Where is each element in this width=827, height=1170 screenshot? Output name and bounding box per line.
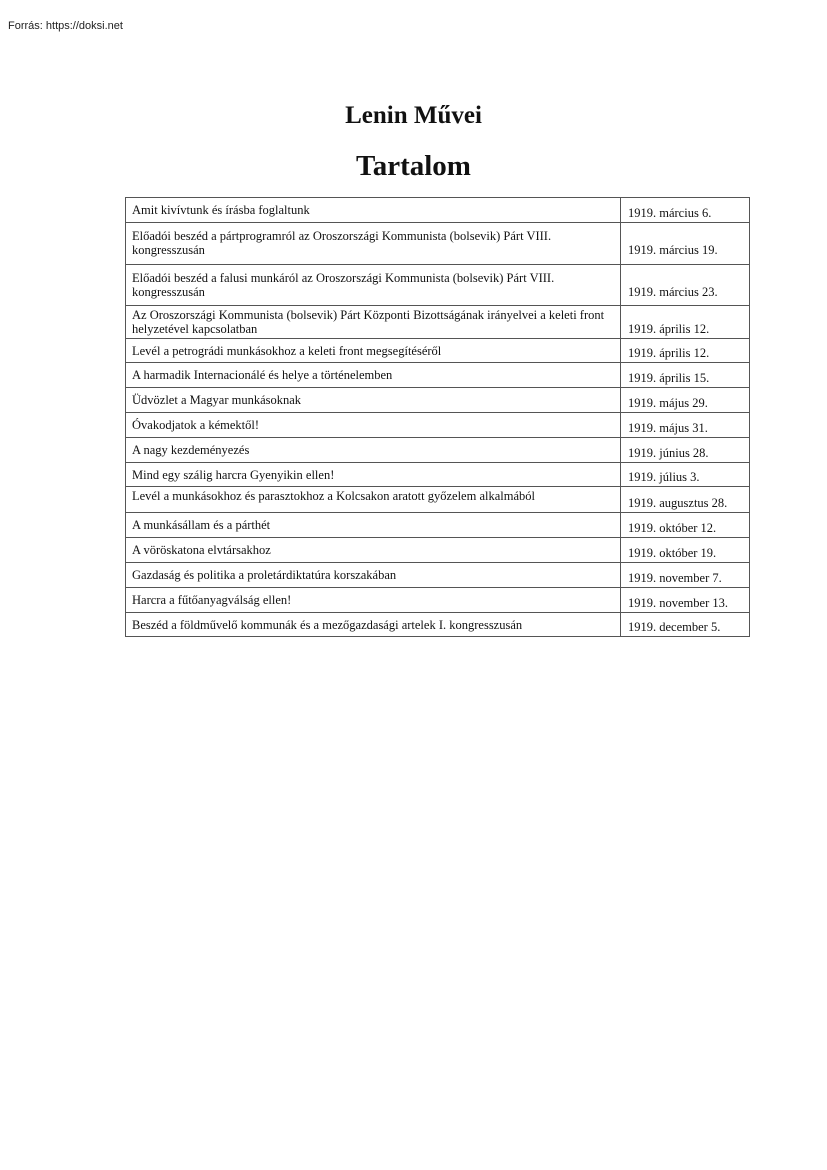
toc-row xyxy=(126,438,750,463)
toc-entry-date: 1919. március 19. xyxy=(621,223,750,265)
toc-row xyxy=(126,487,750,513)
toc-entry-date: 1919. október 19. xyxy=(621,538,750,563)
toc-row xyxy=(126,339,750,363)
toc-row xyxy=(126,223,750,265)
toc-entry-title: Mind egy szálig harcra Gyenyikin ellen! xyxy=(126,463,621,487)
toc-entry-title: Előadói beszéd a pártprogramról az Oroszországi Kommunista (bolsevik) Párt VIII. kongresszusán xyxy=(126,223,621,265)
toc-entry-title: Levél a munkásokhoz és parasztokhoz a Kolcsakon aratott győzelem alkalmából xyxy=(126,487,621,513)
toc-entry-title: A nagy kezdeményezés xyxy=(126,438,621,463)
toc-row xyxy=(126,388,750,413)
toc-entry-title: Óvakodjatok a kémektől! xyxy=(126,413,621,438)
toc-entry-date: 1919. március 23. xyxy=(621,265,750,306)
toc-entry-title: Amit kivívtunk és írásba foglaltunk xyxy=(126,198,621,223)
toc-entry-title: Az Oroszországi Kommunista (bolsevik) Párt Központi Bizottságának irányelvei a keleti front helyzetével kapcsolatban xyxy=(126,306,621,339)
toc-heading: Tartalom xyxy=(356,150,471,182)
toc-row xyxy=(126,538,750,563)
toc-entry-title: A munkásállam és a párthét xyxy=(126,513,621,538)
toc-row xyxy=(126,588,750,613)
toc-row xyxy=(126,363,750,388)
toc-entry-date: 1919. május 31. xyxy=(621,413,750,438)
toc-entry-date: 1919. április 12. xyxy=(621,306,750,339)
toc-row xyxy=(126,513,750,538)
toc-row xyxy=(126,306,750,339)
toc-entry-date: 1919. június 28. xyxy=(621,438,750,463)
toc-entry-date: 1919. április 12. xyxy=(621,339,750,363)
toc-entry-title: Levél a petrográdi munkásokhoz a keleti front megsegítéséről xyxy=(126,339,621,363)
toc-row xyxy=(126,198,750,223)
toc-entry-date: 1919. október 12. xyxy=(621,513,750,538)
toc-entry-date: 1919. május 29. xyxy=(621,388,750,413)
toc-entry-title: Üdvözlet a Magyar munkásoknak xyxy=(126,388,621,413)
toc-row xyxy=(126,563,750,588)
toc-entry-date: 1919. december 5. xyxy=(621,613,750,637)
toc-entry-title: A harmadik Internacionálé és helye a történelemben xyxy=(126,363,621,388)
toc-row xyxy=(126,613,750,637)
toc-entry-title: Harcra a fűtőanyagválság ellen! xyxy=(126,588,621,613)
toc-row xyxy=(126,265,750,306)
toc-entry-title: Előadói beszéd a falusi munkáról az Oroszországi Kommunista (bolsevik) Párt VIII. kongresszusán xyxy=(126,265,621,306)
toc-row xyxy=(126,463,750,487)
toc-table xyxy=(125,197,750,637)
source-note: Forrás: https://doksi.net xyxy=(8,20,123,32)
toc-entry-date: 1919. november 7. xyxy=(621,563,750,588)
toc-entry-title: Gazdaság és politika a proletárdiktatúra korszakában xyxy=(126,563,621,588)
toc-entry-date: 1919. július 3. xyxy=(621,463,750,487)
document-title: Lenin Művei xyxy=(345,102,482,129)
toc-entry-date: 1919. augusztus 28. xyxy=(621,487,750,513)
toc-entry-date: 1919. április 15. xyxy=(621,363,750,388)
toc-entry-title: A vöröskatona elvtársakhoz xyxy=(126,538,621,563)
toc-entry-date: 1919. március 6. xyxy=(621,198,750,223)
toc-entry-date: 1919. november 13. xyxy=(621,588,750,613)
toc-entry-title: Beszéd a földművelő kommunák és a mezőgazdasági artelek I. kongresszusán xyxy=(126,613,621,637)
toc-row xyxy=(126,413,750,438)
